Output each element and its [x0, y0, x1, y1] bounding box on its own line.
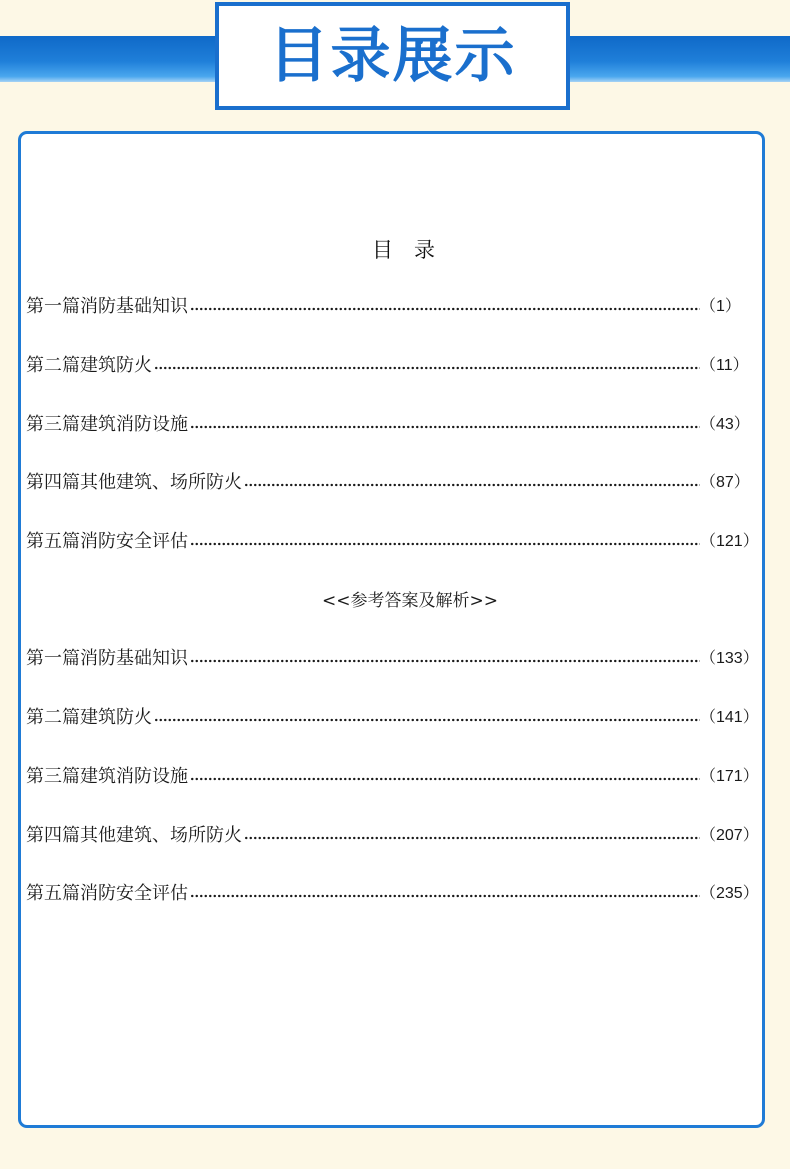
toc-panel [18, 131, 765, 1128]
title-box [215, 2, 570, 110]
toc-page-number: （235） [700, 885, 759, 902]
toc-row [26, 413, 760, 437]
toc-page-number: （207） [700, 827, 759, 844]
toc-row [26, 295, 760, 319]
toc-page-number: （171） [700, 768, 759, 785]
dot-leader [190, 777, 700, 781]
toc-row-label: 第二篇建筑防火 [26, 707, 152, 728]
toc-row [26, 471, 760, 495]
toc-row-label: 第一篇消防基础知识 [26, 648, 188, 669]
toc-row [26, 647, 760, 671]
dot-leader [190, 659, 700, 663]
dot-leader [190, 425, 700, 429]
dot-leader [190, 894, 700, 898]
dot-leader [244, 836, 700, 840]
dot-leader [154, 366, 700, 370]
toc-row [26, 530, 760, 554]
page-title: 目录展示 [268, 21, 517, 91]
toc-row-label: 第三篇建筑消防设施 [26, 414, 188, 435]
toc-row [26, 354, 760, 378]
toc-row [26, 765, 760, 789]
toc-row [26, 824, 760, 848]
toc-row-label: 第四篇其他建筑、场所防火 [26, 825, 242, 846]
toc-page-number: （121） [700, 533, 759, 550]
toc-row-label: 第一篇消防基础知识 [26, 296, 188, 317]
dot-leader [190, 542, 700, 546]
dot-leader [190, 307, 700, 311]
toc-page-number: （87） [700, 474, 750, 491]
toc-row [26, 882, 760, 906]
toc-page-number: （141） [700, 709, 759, 726]
toc-row-label: 第五篇消防安全评估 [26, 883, 188, 904]
toc-page-number: （11） [700, 357, 749, 374]
toc-page-number: （1） [700, 298, 741, 315]
toc-heading: 目 录 [372, 238, 435, 262]
toc-row-label: 第四篇其他建筑、场所防火 [26, 472, 242, 493]
toc-page-number: （133） [700, 650, 759, 667]
toc-row-label: 第二篇建筑防火 [26, 355, 152, 376]
toc-row [26, 706, 760, 730]
dot-leader [154, 718, 700, 722]
dot-leader [244, 483, 700, 487]
toc-page-number: （43） [700, 416, 750, 433]
toc-row-label: 第五篇消防安全评估 [26, 531, 188, 552]
answers-heading: <<参考答案及解析>> [322, 591, 498, 611]
toc-row-label: 第三篇建筑消防设施 [26, 766, 188, 787]
